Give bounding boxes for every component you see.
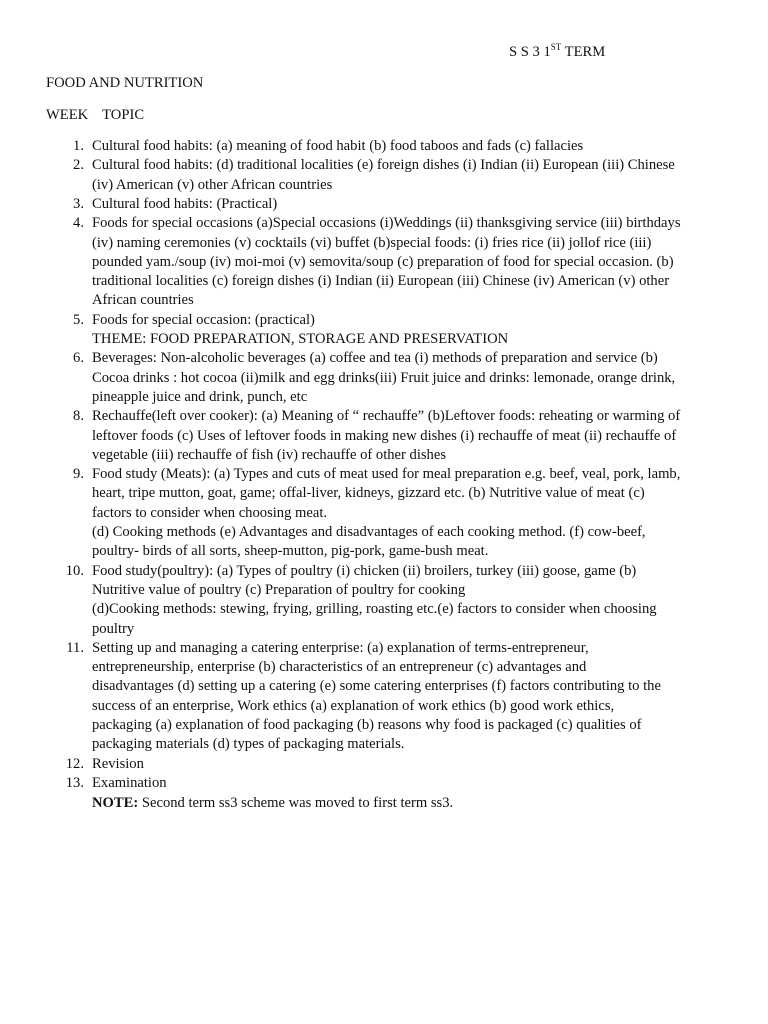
subject-title: FOOD AND NUTRITION	[46, 75, 204, 91]
theme-heading: THEME: FOOD PREPARATION, STORAGE AND PRESERVATION	[92, 331, 509, 347]
term-header	[509, 43, 605, 62]
item-number: 6.	[73, 350, 84, 367]
list-item-line: packaging materials (d) types of packaging materials.	[92, 736, 405, 753]
list-item-line: Nutritive value of poultry (c) Preparation of poultry for cooking	[92, 581, 466, 598]
list-item-line: Setting up and managing a catering enterprise: (a) explanation of terms-entrepreneur,	[92, 639, 589, 656]
item-number: 5.	[73, 311, 84, 328]
list-item-line: Examination	[92, 774, 167, 791]
list-item-line: (iv) American (v) other African countries	[92, 176, 333, 193]
item-number: 9.	[73, 466, 84, 483]
column-headings	[46, 106, 144, 125]
item-number: 1.	[73, 138, 84, 154]
list-item-line: leftover foods (c) Uses of leftover foods in making new dishes (i) rechauffe of meat (ii) rechauffe of	[92, 427, 677, 444]
list-item-line: factors to consider when choosing meat.	[92, 504, 328, 521]
list-item-line: Cultural food habits: (Practical)	[92, 195, 278, 212]
list-item-line: pineapple juice and drink, punch, etc	[92, 388, 308, 405]
note-label: NOTE:	[92, 795, 139, 811]
list-item-line: Beverages: Non-alcoholic beverages (a) coffee and tea (i) methods of preparation and service (b)	[92, 350, 658, 367]
item-number: 11.	[66, 639, 84, 656]
list-item-line: Cultural food habits: (a) meaning of food habit (b) food taboos and fads (c) fallacies	[92, 138, 584, 154]
note-text: Second term ss3 scheme was moved to first term ss3.	[138, 795, 454, 811]
list-item-line: (d)Cooking methods: stewing, frying, grilling, roasting etc.(e) factors to consider when choosing	[92, 601, 657, 618]
item-number: 10.	[65, 562, 84, 579]
item-number: 8.	[73, 408, 84, 425]
list-item-line: pounded yam./soup (iv) moi-moi (v) semovita/soup (c) preparation of food for special occasion. (b)	[92, 253, 674, 270]
list-item-line: African countries	[92, 292, 194, 309]
list-item-line: packaging (a) explanation of food packaging (b) reasons why food is packaged (c) qualities of	[92, 717, 642, 733]
list-item-line: (iv) naming ceremonies (v) cocktails (vi) buffet (b)special foods: (i) fries rice (ii) jollof rice (iii)	[92, 234, 652, 251]
list-item-line: poultry	[92, 620, 135, 637]
item-number: 2.	[73, 157, 84, 174]
list-item-line: Cocoa drinks : hot cocoa (ii)milk and egg drinks(iii) Fruit juice and drinks: lemonade, orange drink,	[92, 369, 676, 386]
term-label: TERM	[561, 44, 606, 60]
note-line	[92, 794, 453, 813]
item-number: 12.	[65, 755, 84, 772]
week-heading: WEEK	[46, 107, 89, 123]
item-number: 13.	[65, 774, 84, 791]
list-item-line: traditional localities (c) foreign dishes (i) Indian (ii) European (iii) Chinese (iv) American (v) other	[92, 273, 670, 290]
list-item-line: Cultural food habits: (d) traditional localities (e) foreign dishes (i) Indian (ii) European (iii) Chinese	[92, 157, 675, 174]
list-item-line: heart, tripe mutton, goat, game; offal-liver, kidneys, gizzard etc. (b) Nutritive value of meat (c)	[92, 485, 645, 502]
item-number: 3.	[73, 195, 84, 212]
list-item-line: Foods for special occasions (a)Special occasions (i)Weddings (ii) thanksgiving service (iii) birthdays	[92, 215, 681, 232]
list-item-line: (d) Cooking methods (e) Advantages and disadvantages of each cooking method. (f) cow-beef,	[92, 524, 646, 540]
list-item-line: poultry- birds of all sorts, sheep-mutton, pig-pork, game-bush meat.	[92, 543, 489, 560]
list-item-line: Food study (Meats): (a) Types and cuts of meat used for meal preparation e.g. beef, veal, pork, lamb,	[92, 466, 681, 483]
topic-heading: TOPIC	[102, 107, 145, 123]
list-item-line: entrepreneurship, enterprise (b) characteristics of an entrepreneur (c) advantages and	[92, 659, 587, 676]
ordinal-superscript: ST	[550, 42, 562, 52]
list-item-line: Rechauffe(left over cooker): (a) Meaning of “ rechauffe” (b)Leftover foods: reheating or warming of	[92, 408, 681, 425]
list-item-line: Food study(poultry): (a) Types of poultry (i) chicken (ii) broilers, turkey (iii) goose, game (b)	[92, 562, 637, 579]
item-number: 4.	[73, 215, 84, 232]
list-item-line: disadvantages (d) setting up a catering (e) some catering enterprises (f) factors contributing to the	[92, 678, 661, 695]
list-item-line: success of an enterprise, Work ethics (a) explanation of work ethics (b) good work ethics,	[92, 697, 615, 714]
class-term: S S 3 1	[509, 44, 551, 60]
list-item-line: Foods for special occasion: (practical)	[92, 311, 315, 328]
list-item-line: Revision	[92, 755, 144, 772]
list-item-line: vegetable (iii) rechauffe of fish (iv) rechauffe of other dishes	[92, 446, 447, 463]
